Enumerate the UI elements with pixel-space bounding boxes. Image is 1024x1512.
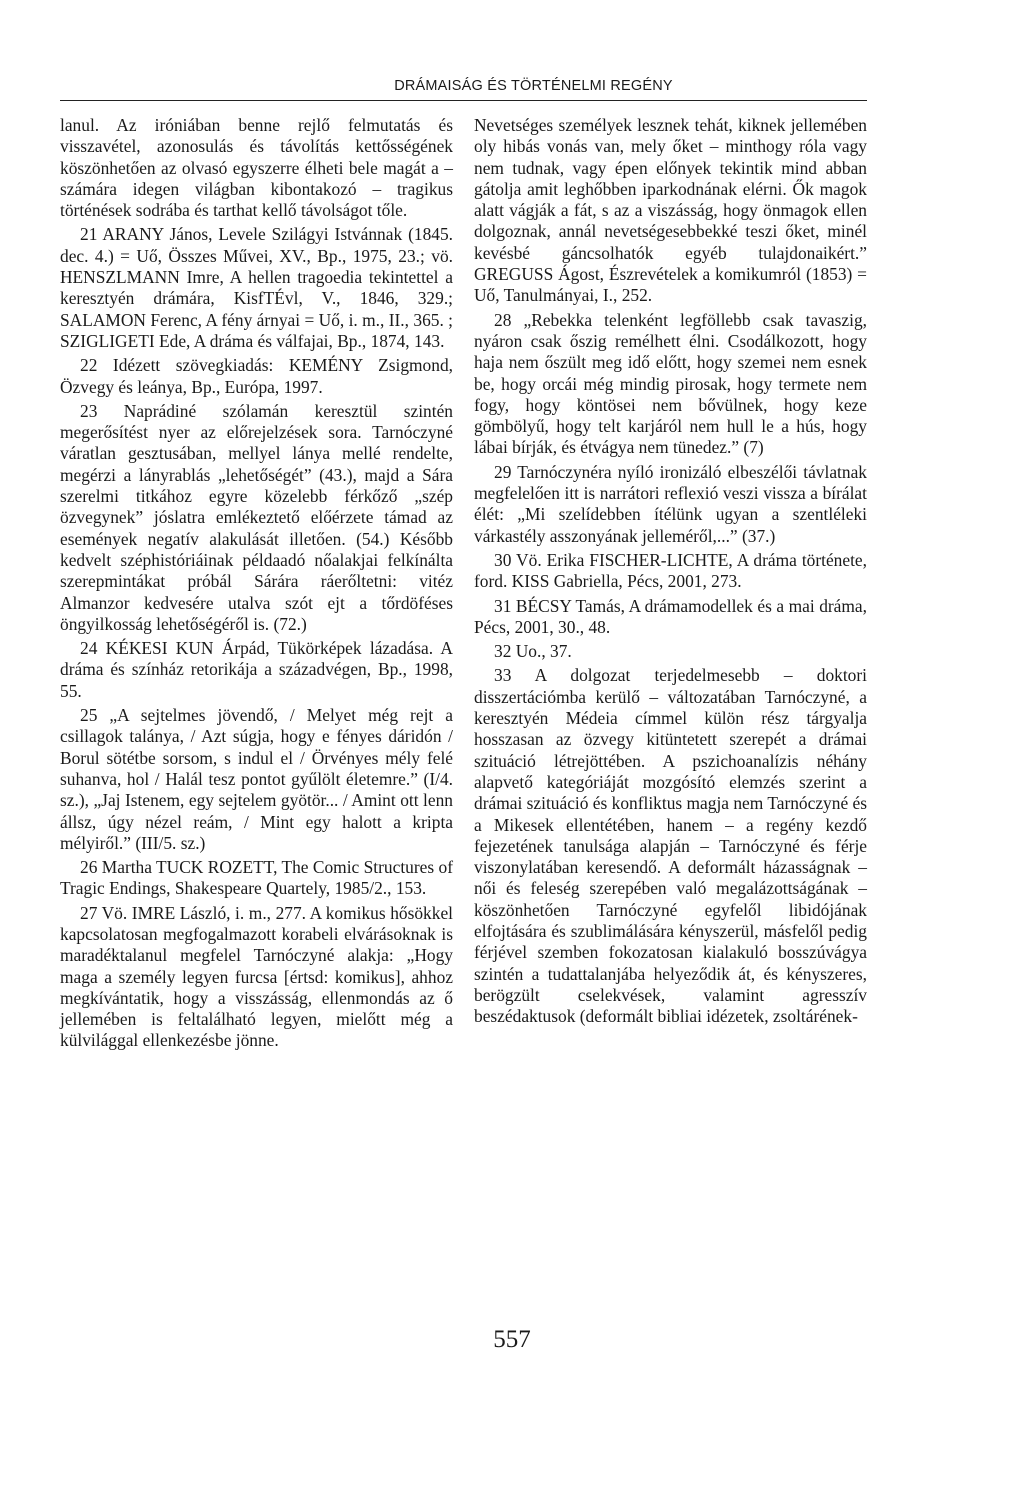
footnote-28: 28 „Rebekka telenként legföllebb csak tavaszig, nyáron csak őszig remélhett élni. Csodálkozott, hogy haja nem őszült meg idő előtt, hogy szemei nem esnek be, hogy orcái még mindig pirosak, hogy termete nem fogy, hogy köntösei nem bővülnek, hogy keze gömbölyű, hogy telt karjáról nem hull le a hús, hogy lábai bírják, és étvágya nem tünedez.” (7) xyxy=(474,309,867,458)
page-number: 557 xyxy=(493,1326,531,1353)
footnote-30: 30 Vö. Erika FISCHER-LICHTE, A dráma története, ford. KISS Gabriella, Pécs, 2001, 273. xyxy=(474,549,867,592)
footnote-23: 23 Naprádiné szólamán keresztül szintén megerősítést nyer az előrejelzések sora. Tarnóczyné váratlan gesztusában, mellyel lánya mellé rendelte, megérzi a lányrablás „lehetőségét” (43.), majd a Sára szerelmi titkához egyre közelebb férkőző „szép özvegynek” jóslatra emlékeztető előérzete támad az események negatív alakulását illetően. (54.) Később kedvelt széphistóriáinak példaadó nőalakjai felkínálta szerepmintákat próbál Sárára ráerőltetni: vitéz Almanzor kedvesére utalva szót ejt a tőrdöféses öngyilkosság lehetőségéről is. (72.) xyxy=(60,400,453,634)
footnote-25: 25 „A sejtelmes jövendő, / Melyet még rejt a csillagok talánya, / Azt súgja, hogy e fényes dáridón / Borul sötétbe sorsom, s indul el / Örvényes mély felé suhanva, hol / Halál tesz pontot gyűlölt életemre.” (I/4. sz.), „Jaj Istenem, egy sejtelem gyötör... / Amint ott lenn állsz, úgy nézel reám, / Mint egy halott a kripta mélyiről.” (III/5. sz.) xyxy=(60,705,453,853)
footnote-32: 32 Uo., 37. xyxy=(494,641,572,662)
footnote-31: 31 BÉCSY Tamás, A drámamodellek és a mai dráma, Pécs, 2001, 30., 48. xyxy=(474,595,867,637)
footnote-33: 33 A dolgozat terjedelmesebb – doktori disszertációmba kerülő – változatában Tarnóczyné, a keresztyén Médeia címmel külön rész tárgyalja hosszasan az özvegy kitüntetett szerepét a drámai szituáció létrejöttében. A pszichoanalízis néhány alapvető kategóriáját mozgósító elemzés szerint a drámai szituáció és konfliktus magja nem Tarnóczyné és a Mikesek ellentétében, hanem – a regény kezdő fejezetének tanulsága alapján – Tarnóczyné és férje viszonylatában keresendő. A deformált házasságnak – női és feleség szerepében való megalázottságának – köszönhetően Tarnóczyné egyfelől libidójának elfojtására és szublimálására kényszerül, másfelől pedig férjével szemben fokozatosan kialakuló bosszúvágya szintén a tudattalanjába helyeződik át, és kényszeres, berögzült cselekvések, valamint agresszív beszédaktusok (deformált bibliai idézetek, zsoltárének- xyxy=(474,665,868,1027)
footnote-24: 24 KÉKESI KUN Árpád, Tükörképek lázadása. A dráma és színház retorikája a századvégen, Bp., 1998, 55. xyxy=(60,638,453,701)
header-rule xyxy=(60,100,867,101)
footnote-26: 26 Martha TUCK ROZETT, The Comic Structures of Tragic Endings, Shakespeare Quartely, 1985/2., 153. xyxy=(60,857,453,899)
footnote-22: 22 Idézett szövegkiadás: KEMÉNY Zsigmond, Özvegy és leánya, Bp., Európa, 1997. xyxy=(60,355,453,397)
footnote-29: 29 Tarnóczynéra nyíló ironizáló elbeszélői távlatnak megfelelően itt is narrátori reflexió veszi vissza a bírálat élét: „Mi szelídebben ítélünk ugyan a szentléleki várkastély asszonyának jelleméről,...” (37.) xyxy=(474,461,867,546)
footnote-27-continued: Nevetséges személyek lesznek tehát, kiknek jellemében oly hibás vonás van, mely őket – minthogy róla vagy nem tudnak, vagy épen előnyek tekintik mind abban gátolja amit leghőbben iparkodnának elérni. Ők magok alatt vágják a fát, s az a viszásság, hogy önmagok ellen dolgoznak, annál nevetségesebbekké teszi őket, minél kevésbé gáncsolhatók egyéb tulajdonaikért.” GREGUSS Ágost, Észrevételek a komikumról (1853) = Uő, Tanulmányai, I., 252. xyxy=(474,115,867,306)
footnote-27: 27 Vö. IMRE László, i. m., 277. A komikus hősökkel kapcsolatosan megfogalmazott korabeli elvárásoknak is maradéktalanul megfelel Tarnóczyné alakja: „Hogy maga a személy legyen furcsa [értsd: komikus], ahhoz megkívántatik, hogy a visszásság, ellenmondás az ő jellemében is feltalálható legyen, mielőtt még a külvilággal ellenkezésbe jönne. xyxy=(60,902,453,1051)
footnote-21: 21 ARANY János, Levele Szilágyi Istvánnak (1845. dec. 4.) = Uő, Összes Művei, XV., Bp., 1975, 23.; vö. HENSZLMANN Imre, A hellen tragoedia tekintettel a keresztyén drámára, KisfTÉvl, V., 1846, 329.; SALAMON Ferenc, A fény árnyai = Uő, i. m., II., 365. ; SZIGLIGETI Ede, A dráma és válfajai, Bp., 1874, 143. xyxy=(60,224,453,351)
right-column xyxy=(474,115,867,1027)
left-column xyxy=(60,115,453,1052)
continued-footnote-text: lanul. Az iróniában benne rejlő felmutatás és visszavétel, azonosulás és távolítás kettősségének köszönhetően az olvasó egyszerre élheti bele magát a – számára idegen világban kibontakozó – tragikus történések sodrába és tarthat kellő távolságot tőle. xyxy=(60,115,453,221)
running-title: DRÁMAISÁG ÉS TÖRTÉNELMI REGÉNY xyxy=(394,78,673,94)
